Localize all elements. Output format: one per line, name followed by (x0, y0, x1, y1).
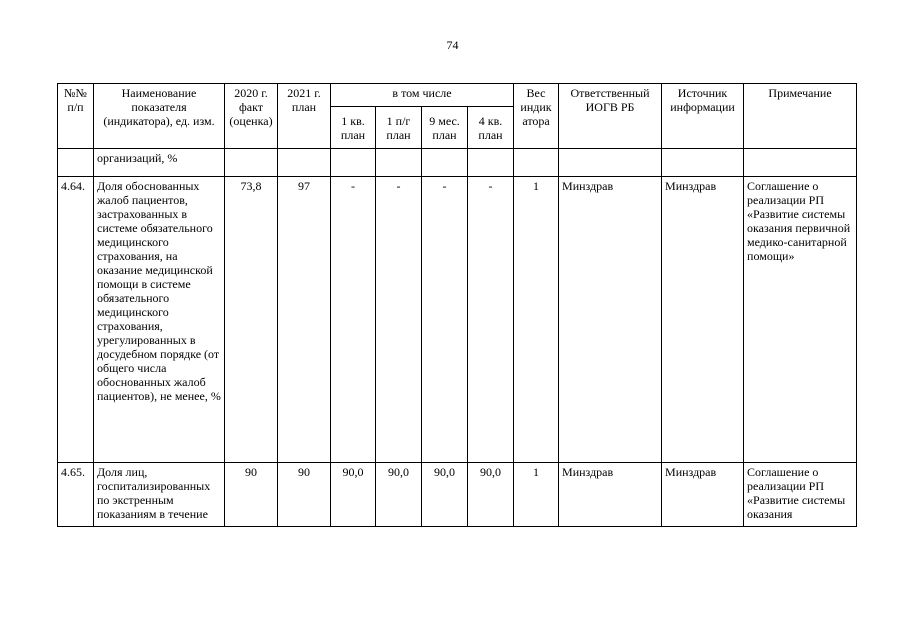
header-responsible: Ответственный ИОГВ РБ (559, 84, 662, 149)
cell-weight: 1 (514, 177, 559, 463)
indicators-table (57, 83, 857, 527)
header-q1: 1 кв. план (331, 107, 376, 149)
cell-source: Минздрав (662, 177, 744, 463)
cell-h1: 90,0 (376, 463, 422, 527)
cell-name: Доля обоснованных жалоб пациентов, застрахованных в системе обязательного медицинского страхования, на оказание медицинской помощи в системе обязательного медицинского страхования, урегулированных в досудебном порядке (от общего числа обоснованных жалоб пациентов), не менее, % (94, 177, 225, 463)
cell-responsible: Минздрав (559, 177, 662, 463)
cell-9m: 90,0 (422, 463, 468, 527)
cell-num: 4.65. (58, 463, 94, 527)
cell-fact-2020 (225, 149, 278, 177)
cell-fact-2020: 90 (225, 463, 278, 527)
cell-num: 4.64. (58, 177, 94, 463)
table-row (58, 149, 857, 177)
header-q4: 4 кв. план (468, 107, 514, 149)
cell-q4: 90,0 (468, 463, 514, 527)
cell-responsible (559, 149, 662, 177)
header-num: №№ п/п (58, 84, 94, 149)
page-number: 74 (446, 38, 459, 52)
cell-name: Доля лиц, госпитализированных по экстренным показаниям в течение (94, 463, 225, 527)
header-plan-2021: 2021 г. план (278, 84, 331, 149)
cell-fact-2020: 73,8 (225, 177, 278, 463)
cell-plan-2021: 97 (278, 177, 331, 463)
cell-q1: 90,0 (331, 463, 376, 527)
cell-q4: - (468, 177, 514, 463)
header-weight: Вес индик атора (514, 84, 559, 149)
header-fact-2020: 2020 г. факт (оценка) (225, 84, 278, 149)
cell-9m (422, 149, 468, 177)
cell-source (662, 149, 744, 177)
header-h1: 1 п/г план (376, 107, 422, 149)
cell-note: Соглашение о реализации РП «Развитие системы оказания (744, 463, 857, 527)
table-row (58, 177, 857, 463)
header-including: в том числе (331, 84, 514, 107)
cell-9m: - (422, 177, 468, 463)
cell-note: Соглашение о реализации РП «Развитие системы оказания первичной медико-санитарной помощи» (744, 177, 857, 463)
cell-plan-2021: 90 (278, 463, 331, 527)
header-9m: 9 мес. план (422, 107, 468, 149)
cell-weight: 1 (514, 463, 559, 527)
header-source: Источник информации (662, 84, 744, 149)
cell-h1: - (376, 177, 422, 463)
cell-note (744, 149, 857, 177)
header-name: Наименование показателя (индикатора), ед. изм. (94, 84, 225, 149)
cell-h1 (376, 149, 422, 177)
header-row (58, 84, 857, 107)
cell-name: организаций, % (94, 149, 225, 177)
header-note: Примечание (744, 84, 857, 149)
cell-num (58, 149, 94, 177)
cell-weight (514, 149, 559, 177)
cell-q1: - (331, 177, 376, 463)
table-row (58, 463, 857, 527)
cell-q1 (331, 149, 376, 177)
cell-plan-2021 (278, 149, 331, 177)
cell-responsible: Минздрав (559, 463, 662, 527)
cell-source: Минздрав (662, 463, 744, 527)
cell-q4 (468, 149, 514, 177)
